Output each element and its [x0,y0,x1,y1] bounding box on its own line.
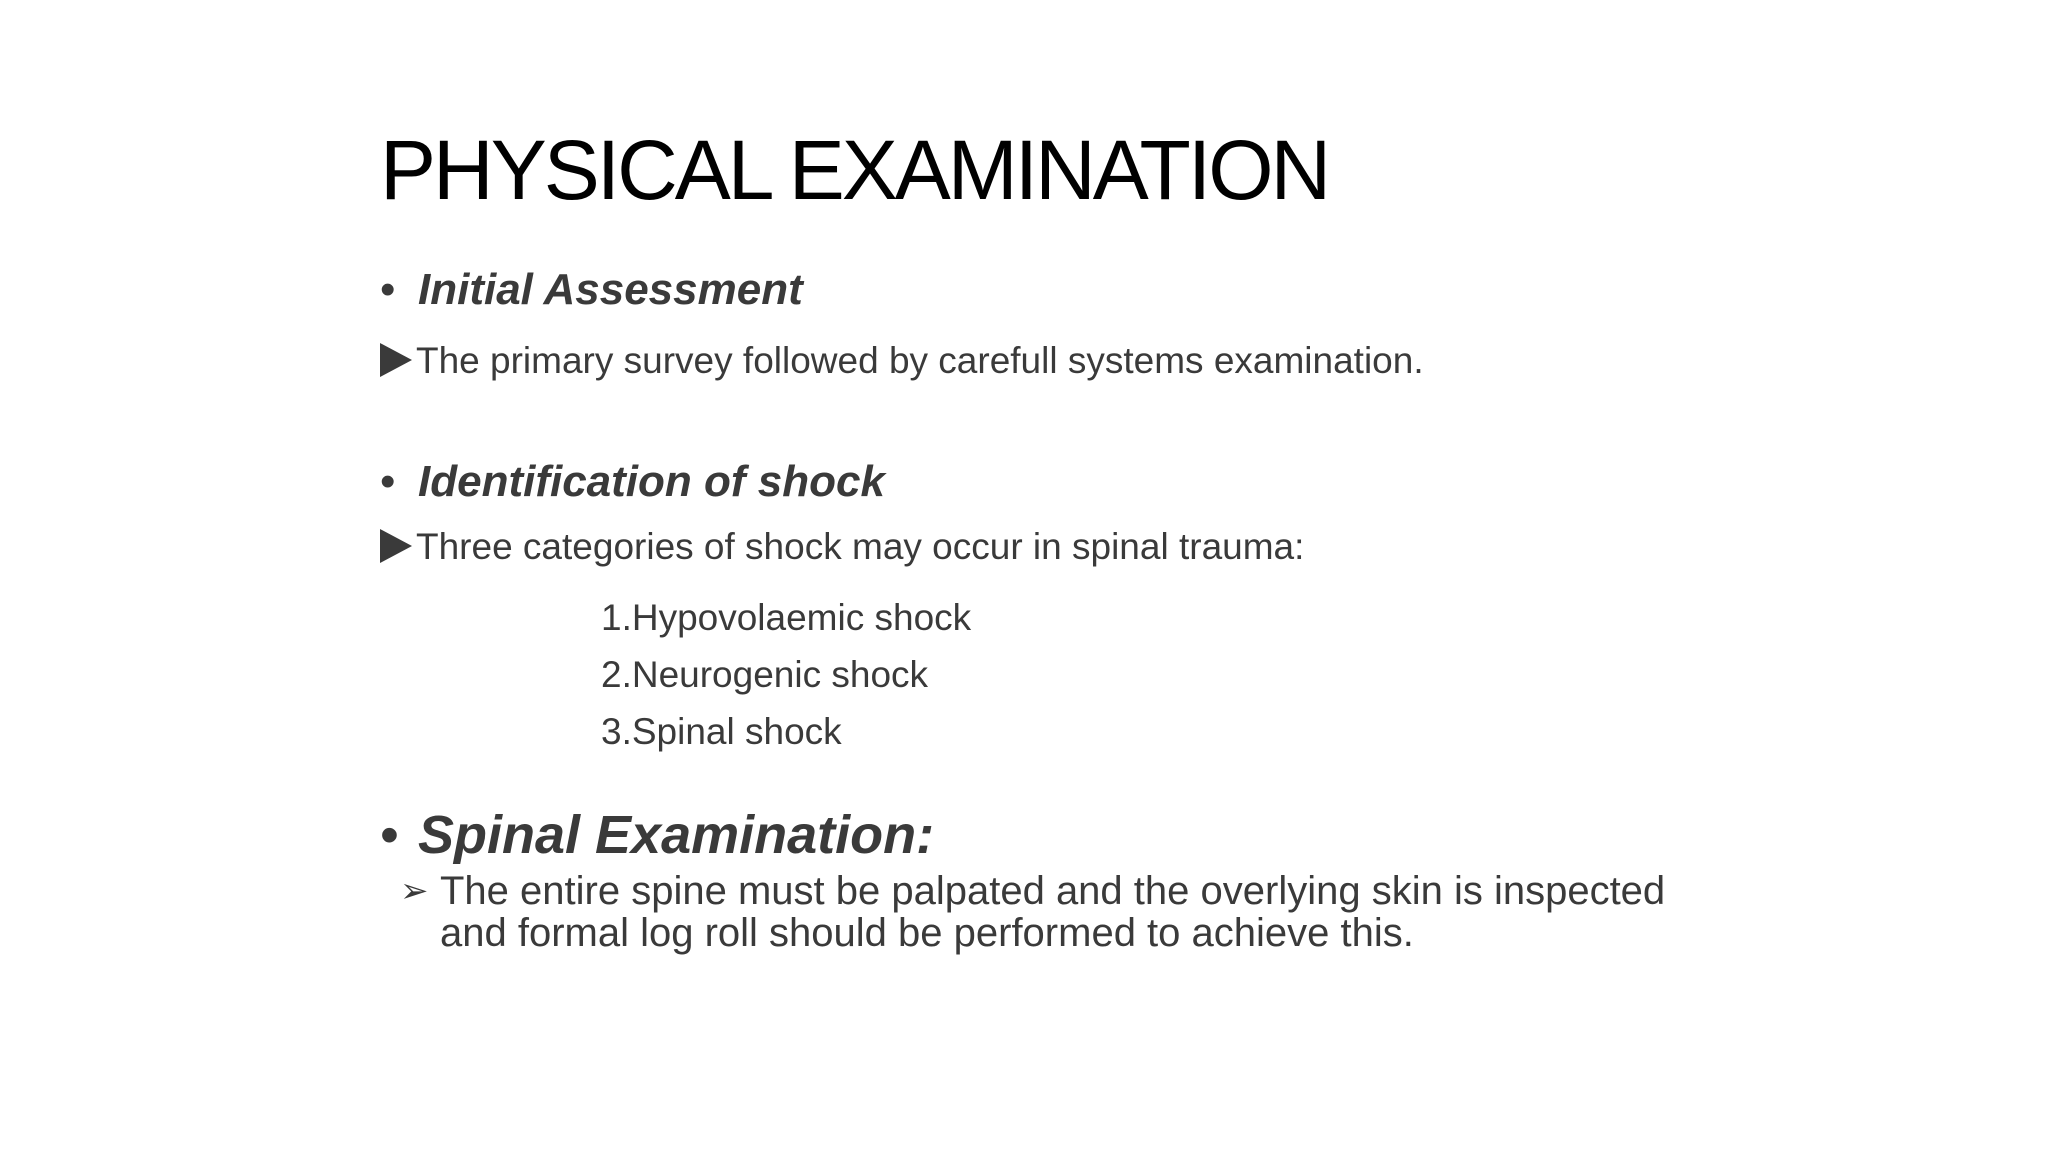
bullet-dot: • [380,457,396,506]
section-heading-identification-of-shock [380,457,885,506]
heading-label: Identification of shock [418,457,885,506]
initial-assessment-detail [380,342,1424,379]
detail-line-2: and formal log roll should be performed to achieve this. [440,911,1414,955]
list-item: 3.Spinal shock [601,711,842,752]
list-item: 1.Hypovolaemic shock [601,597,972,638]
arrow-bullet-icon: ➢ [400,872,429,910]
detail-text: Three categories of shock may occur in spinal trauma: [416,526,1305,567]
bullet-dot: • [380,805,399,865]
slide-title: PHYSICAL EXAMINATION [380,123,1329,217]
heading-label: Initial Assessment [418,265,803,314]
detail-line-1: The entire spine must be palpated and the overlying skin is inspected [440,869,1666,913]
section-heading-spinal-examination [380,805,935,865]
bullet-dot: • [380,265,396,314]
triangle-arrow-icon [380,343,412,377]
heading-label: Spinal Examination: [418,805,935,865]
detail-text: The primary survey followed by carefull systems examination. [416,340,1424,381]
spinal-examination-detail [400,870,1700,954]
list-item: 2.Neurogenic shock [601,654,929,695]
identification-of-shock-detail [380,528,1304,565]
triangle-arrow-icon [380,529,412,563]
section-heading-initial-assessment [380,265,803,314]
